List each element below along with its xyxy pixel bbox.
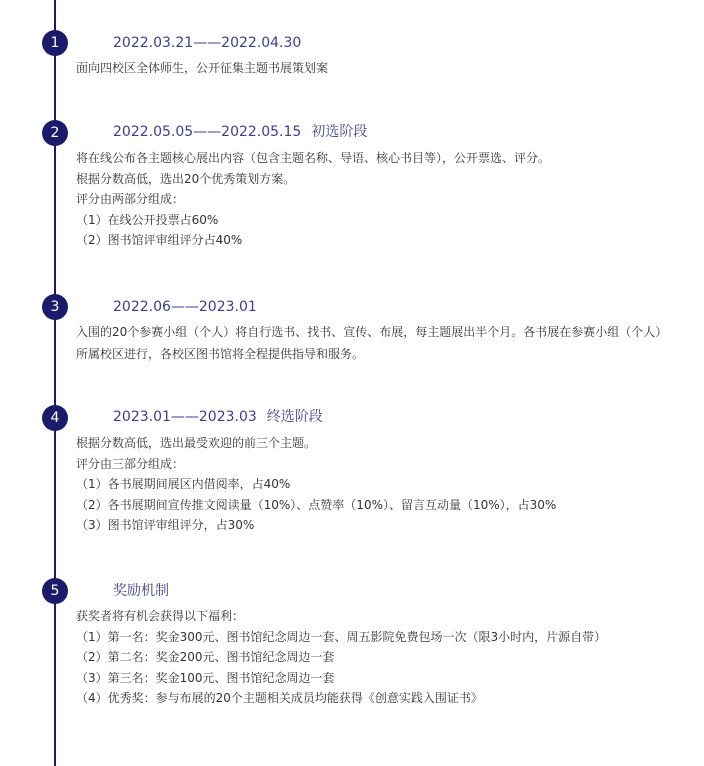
step-text-line: 获奖者将有机会获得以下福利： [76, 609, 245, 623]
step-text-line: （4）优秀奖：参与布展的20个主题相关成员均能获得《创意实践入围证书》 [76, 691, 483, 705]
step-text-line: 将在线公布各主题核心展出内容（包含主题名称、导语、核心书目等），公开票选、评分。 [76, 151, 551, 165]
step-stage: 初选阶段 [311, 124, 368, 140]
step-number-badge: 1 [42, 30, 68, 56]
step-date: 2022.06——2023.01 [113, 299, 257, 315]
step-heading [113, 33, 311, 53]
step-body [76, 321, 676, 365]
step-heading [113, 122, 367, 142]
step-text-line: （2）第二名：奖金200元、图书馆纪念周边一套 [76, 650, 335, 664]
step-text-line: 根据分数高低，选出20个优秀策划方案。 [76, 171, 296, 186]
timeline-line [54, 0, 56, 766]
step-body [76, 58, 676, 79]
step-date: 2023.01——2023.03 [113, 409, 257, 425]
step-text-line: （2）各书展期间宣传推文阅读量（10%）、点赞率（10%）、留言互动量（10%），占30% [76, 497, 557, 512]
step-text-line: （3）第三名：奖金100元、图书馆纪念周边一套 [76, 670, 335, 685]
step-text-line: （2）图书馆评审组评分占40% [76, 233, 243, 247]
step-heading [113, 581, 179, 601]
step-text-line: 评分由三部分组成： [76, 456, 185, 471]
step-text-line: 根据分数高低，选出最受欢迎的前三个主题。 [76, 436, 317, 450]
step-text-line: 评分由两部分组成： [76, 192, 185, 206]
step-heading [113, 297, 267, 317]
step-body [76, 433, 676, 536]
step-date: 奖励机制 [113, 583, 169, 599]
step-number-badge: 4 [42, 405, 68, 431]
step-stage: 终选阶段 [266, 409, 323, 425]
step-text-line: 面向四校区全体师生，公开征集主题书展策划案 [76, 61, 329, 75]
step-date: 2022.03.21——2022.04.30 [113, 35, 302, 51]
step-body [76, 148, 676, 251]
step-text-line: （3）图书馆评审组评分，占30% [76, 518, 255, 532]
step-text-line: （1）各书展期间展区内借阅率，占40% [76, 477, 291, 491]
step-heading [113, 407, 323, 427]
step-number-badge: 3 [42, 294, 68, 320]
step-number-badge: 5 [42, 578, 68, 604]
step-text-line: 入围的20个参赛小组（个人）将自行选书、找书、宣传、布展，每主题展出半个月。各书展在参赛小组（个人）所属校区进行，各校区图书馆将全程提供指导和服务。 [76, 325, 668, 361]
step-date: 2022.05.05——2022.05.15 [113, 124, 302, 140]
step-number-badge: 2 [42, 120, 68, 146]
step-body [76, 606, 676, 709]
step-text-line: （1）在线公开投票占60% [76, 212, 219, 227]
step-text-line: （1）第一名：奖金300元、图书馆纪念周边一套、周五影院免费包场一次（限3小时内，片源自带） [76, 629, 607, 644]
